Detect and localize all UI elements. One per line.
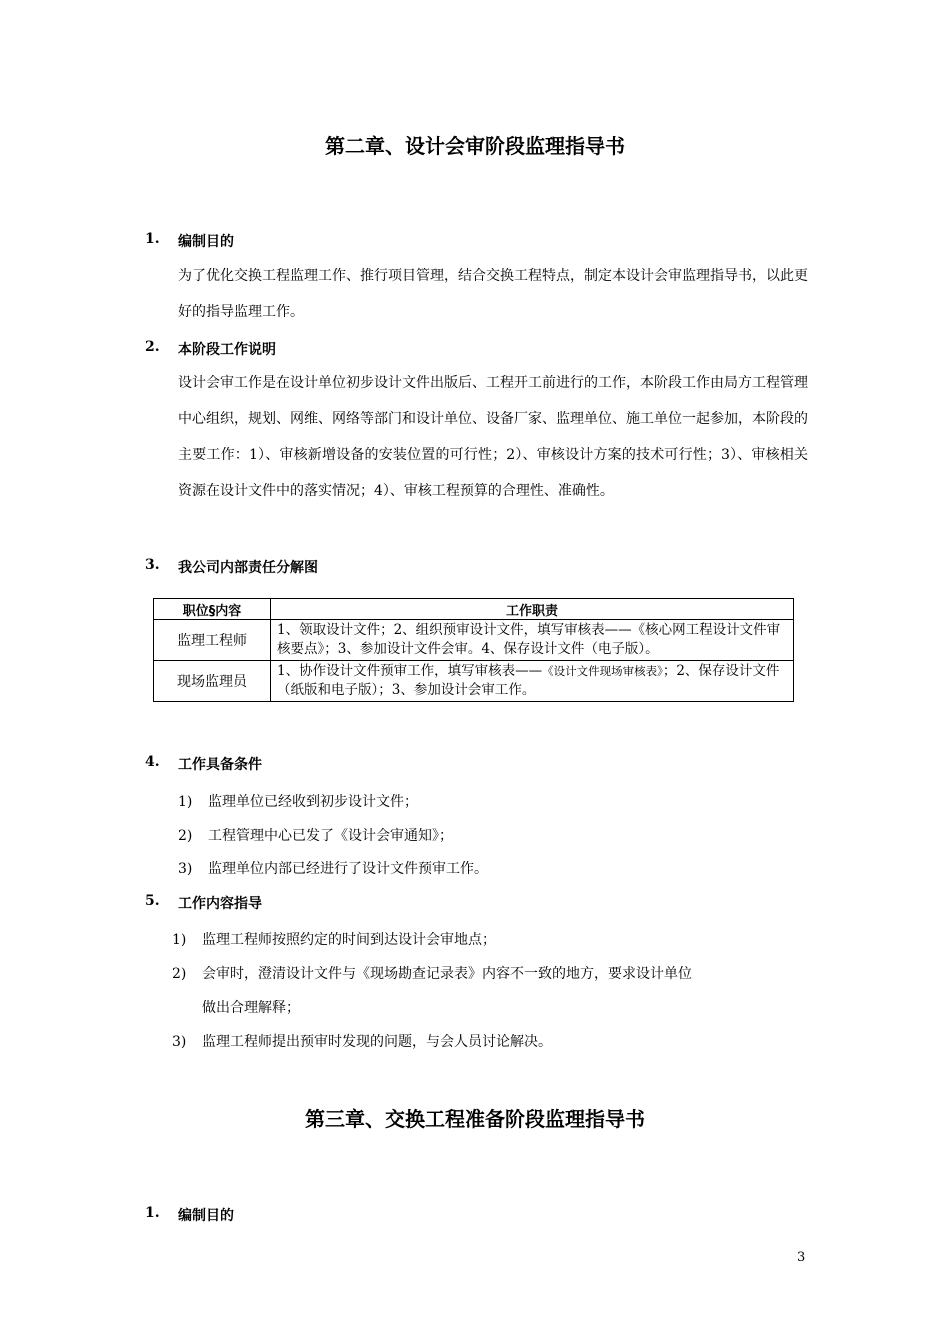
page-number: 3: [797, 1250, 806, 1265]
duty-part-a: 1、协作设计文件预审工作，填写审核表——: [277, 663, 543, 679]
section-2-number: 2.: [145, 339, 160, 355]
condition-item: [178, 858, 488, 878]
section-1-paragraph: 为了优化交换工程监理工作、推行项目管理，结合交换工程特点，制定本设计会审监理指导书，以此更好的指导监理工作。: [178, 268, 808, 320]
item-text: 监理工程师按照约定的时间到达设计会审地点；: [202, 932, 496, 948]
guidance-item: [172, 963, 692, 983]
item-number: 3): [178, 861, 193, 877]
header-role: 职位§内容: [154, 599, 271, 620]
row-duty: 1、领取设计文件；2、组织预审设计文件，填写审核表——《核心网工程设计文件审核要点》；3、参加设计文件会审。4、保存设计文件（电子版）。: [271, 620, 794, 661]
section-3-number: 3.: [145, 557, 160, 573]
item-number: 1): [172, 932, 187, 948]
header-duty: 工作职责: [271, 599, 794, 620]
guidance-item: [172, 929, 496, 949]
section-4-title: 工作具备条件: [178, 757, 262, 773]
guidance-item: [172, 1031, 552, 1051]
section-2-title: 本阶段工作说明: [178, 342, 276, 358]
section-5-number: 5.: [145, 893, 160, 909]
section-4-number: 4.: [145, 754, 160, 770]
item-text: 监理工程师提出预审时发现的问题，与会人员讨论解决。: [202, 1034, 552, 1050]
row-role: 监理工程师: [154, 620, 271, 661]
item-number: 3): [172, 1034, 187, 1050]
section-2-paragraph: 设计会审工作是在设计单位初步设计文件出版后、工程开工前进行的工作，本阶段工作由局方工程管理中心组织，规划、网维、网络等部门和设计单位、设备厂家、监理单位、施工单位一起参加，本阶段的主要工作：1）、审核新增设备的安装位置的可行性；2）、审核设计方案的技术可行性；3）、审核相关资源在设计文件中的落实情况；4）、审核工程预算的合理性、准确性。: [178, 375, 808, 499]
chapter-2-title: 第二章、设计会审阶段监理指导书: [325, 134, 625, 158]
duty-part-b: ；2、保存设计文件（纸版和电子版）；3、参加设计会审工作。: [277, 663, 780, 698]
table-row: [154, 620, 794, 661]
row-role: 现场监理员: [154, 661, 271, 702]
item-text: 监理单位内部已经进行了设计文件预审工作。: [208, 861, 488, 877]
chapter-3-section-1-title: 编制目的: [178, 1208, 234, 1224]
section-1-number: 1.: [145, 231, 160, 247]
guidance-item-continuation: 做出合理解释；: [202, 1000, 300, 1016]
item-number: 2): [172, 966, 187, 982]
item-text: 监理单位已经收到初步设计文件；: [208, 794, 418, 810]
item-text: 会审时，澄清设计文件与《现场勘查记录表》内容不一致的地方，要求设计单位: [202, 966, 692, 982]
item-text: 工程管理中心已发了《设计会审通知》；: [208, 828, 453, 844]
section-5-title: 工作内容指导: [178, 896, 262, 912]
condition-item: [178, 825, 453, 845]
table-row: [154, 661, 794, 702]
table-header-row: [154, 599, 794, 620]
section-1-title: 编制目的: [178, 234, 234, 250]
chapter-3-title: 第三章、交换工程准备阶段监理指导书: [305, 1107, 645, 1131]
item-number: 1): [178, 794, 193, 810]
duty-form-name: 《设计文件现场审核表》: [542, 664, 663, 678]
row-duty: [271, 661, 794, 702]
chapter-3-section-1-number: 1.: [145, 1205, 160, 1221]
responsibility-table: [153, 598, 794, 702]
section-3-title: 我公司内部责任分解图: [178, 560, 318, 576]
condition-item: [178, 791, 418, 811]
item-number: 2): [178, 828, 193, 844]
